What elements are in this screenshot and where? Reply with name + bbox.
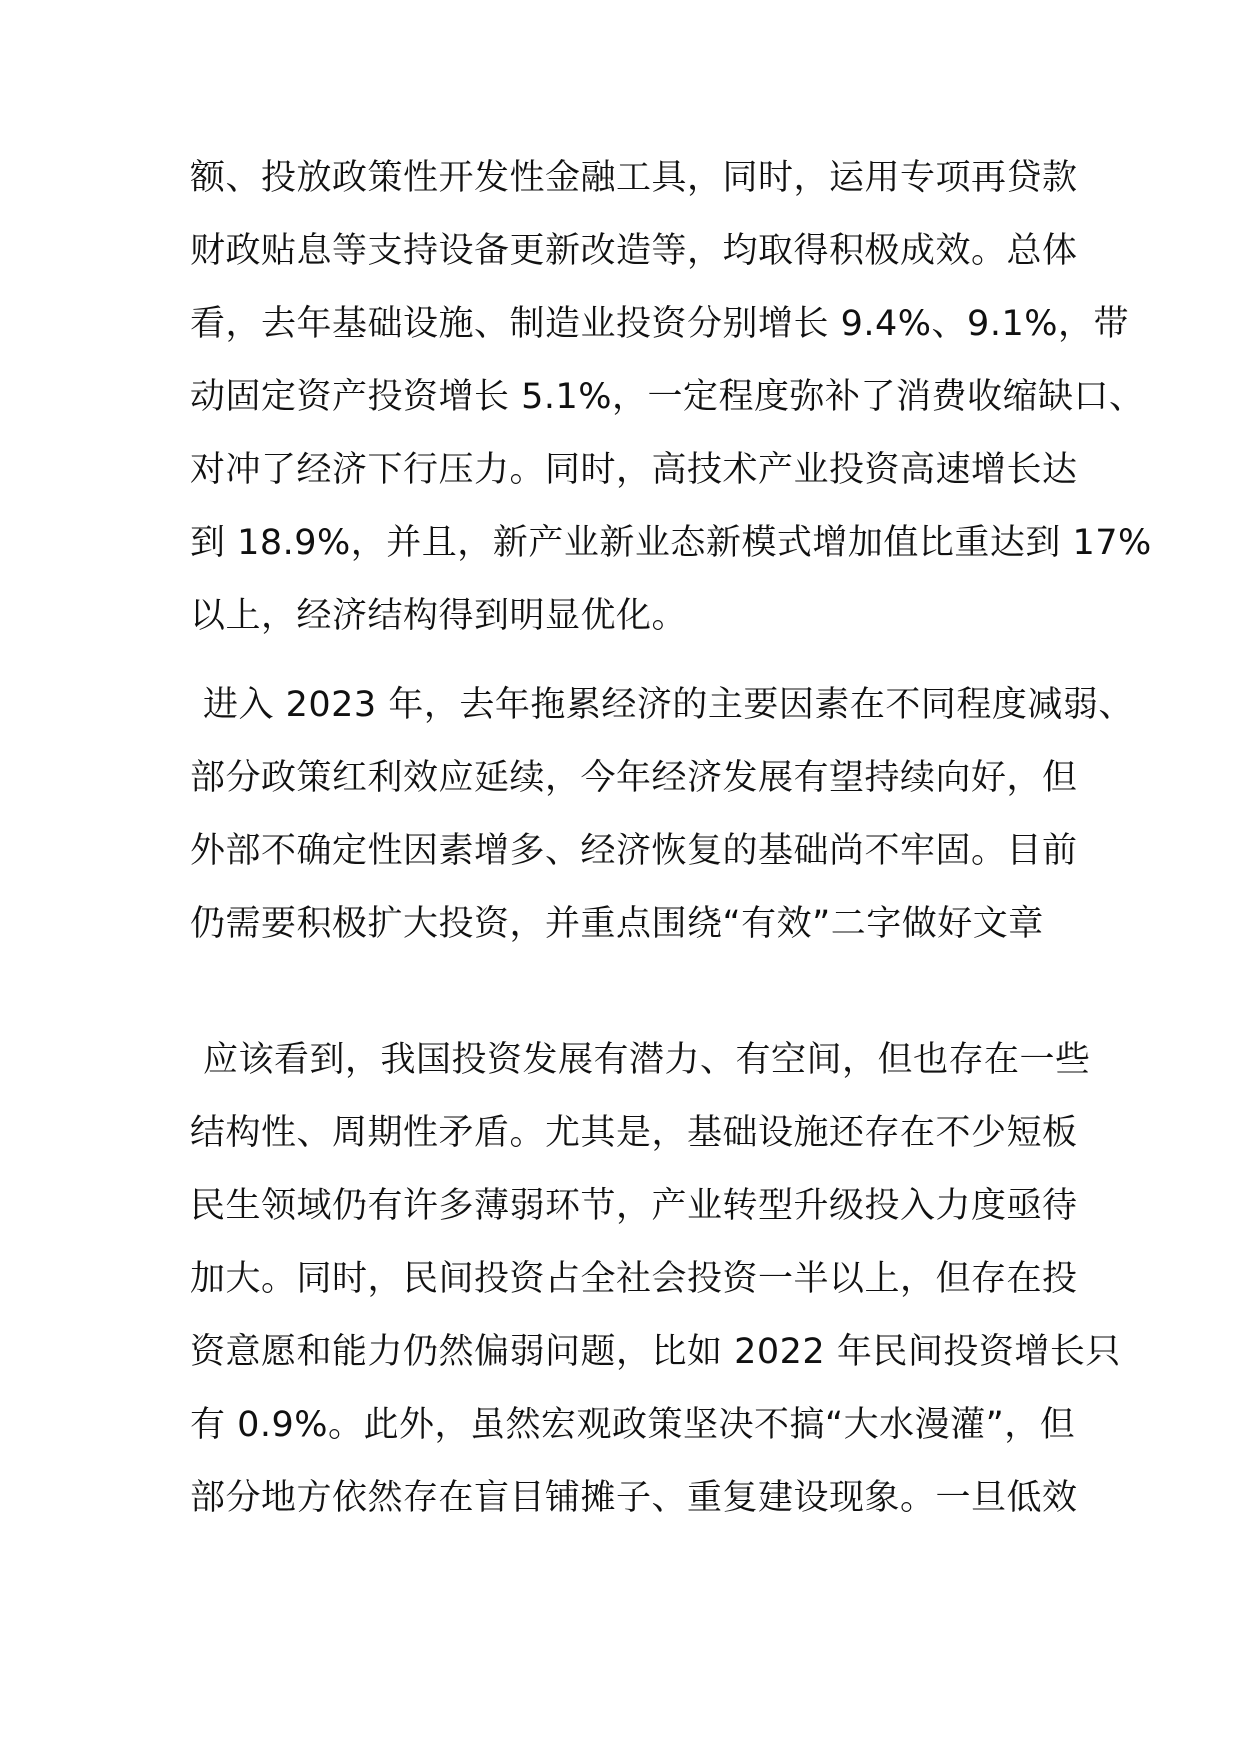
paragraph-1-line-7: 以上，经济结构得到明显优化。 — [190, 596, 688, 636]
paragraph-3-line-5: 资意愿和能力仍然偏弱问题，比如 2022 年民间投资增长只 — [190, 1332, 1121, 1372]
paragraph-3-line-3: 民生领域仍有许多薄弱环节，产业转型升级投入力度亟待 — [190, 1186, 1078, 1226]
paragraph-1-line-6: 到 18.9%，并且，新产业新业态新模式增加值比重达到 17% — [190, 523, 1152, 563]
paragraph-2-line-4: 仍需要积极扩大投资，并重点围绕“有效”二字做好文章 — [190, 904, 1044, 944]
paragraph-1-line-1: 额、投放政策性开发性金融工具，同时，运用专项再贷款 — [190, 158, 1078, 198]
paragraph-1-line-4: 动固定资产投资增长 5.1%，一定程度弥补了消费收缩缺口、 — [190, 377, 1145, 417]
paragraph-3-line-1: 应该看到，我国投资发展有潜力、有空间，但也存在一些 — [203, 1040, 1091, 1080]
paragraph-3-line-6: 有 0.9%。此外，虽然宏观政策坚决不搞“大水漫灌”，但 — [190, 1405, 1076, 1445]
paragraph-2-line-2: 部分政策红利效应延续，今年经济发展有望持续向好，但 — [190, 758, 1078, 798]
paragraph-1-line-5: 对冲了经济下行压力。同时，高技术产业投资高速增长达 — [190, 450, 1078, 490]
paragraph-1-line-2: 财政贴息等支持设备更新改造等，均取得积极成效。总体 — [190, 231, 1078, 271]
paragraph-3-line-4: 加大。同时，民间投资占全社会投资一半以上，但存在投 — [190, 1259, 1078, 1299]
paragraph-1-line-3: 看，去年基础设施、制造业投资分别增长 9.4%、9.1%，带 — [190, 304, 1129, 344]
paragraph-2-line-1: 进入 2023 年，去年拖累经济的主要因素在不同程度减弱、 — [203, 685, 1134, 725]
paragraph-3-line-7: 部分地方依然存在盲目铺摊子、重复建设现象。一旦低效 — [190, 1478, 1078, 1518]
paragraph-2-line-3: 外部不确定性因素增多、经济恢复的基础尚不牢固。目前 — [190, 831, 1078, 871]
paragraph-3-line-2: 结构性、周期性矛盾。尤其是，基础设施还存在不少短板 — [190, 1113, 1078, 1153]
